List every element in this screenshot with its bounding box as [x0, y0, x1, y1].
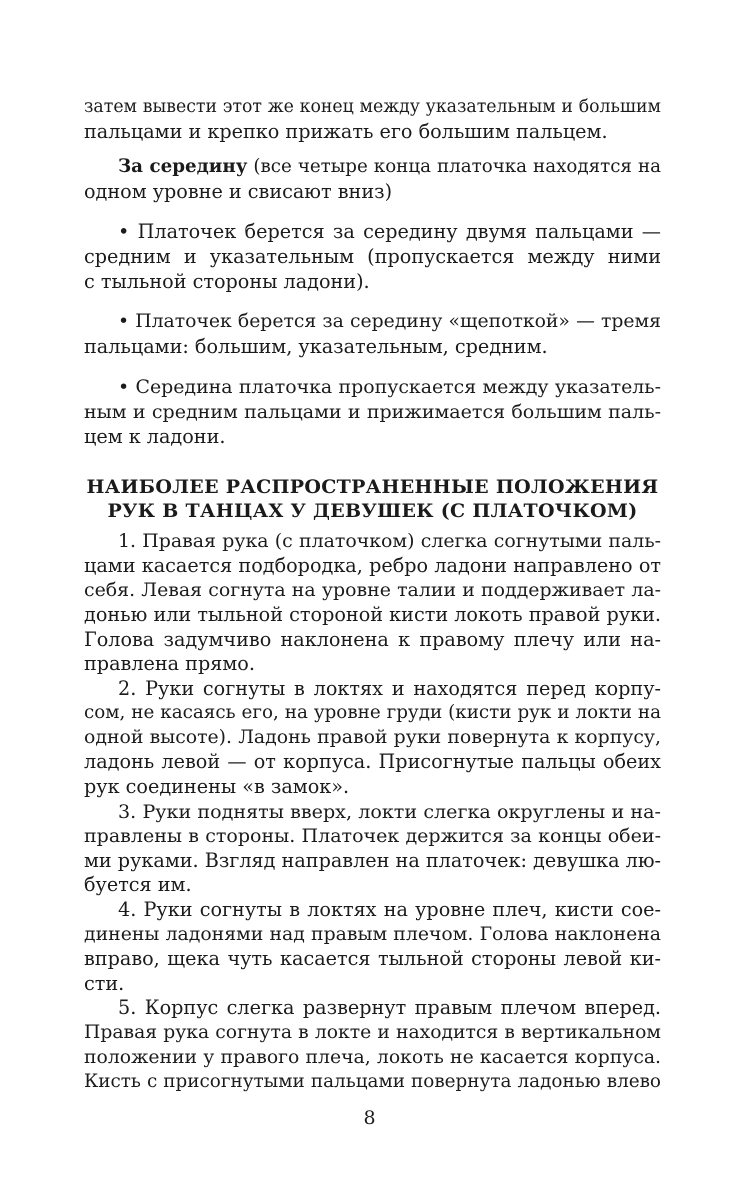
text-line: буется им.	[84, 873, 192, 897]
text-line: динены ладонями над правым плечом. Голова наклонена	[84, 923, 661, 945]
bullet-item	[84, 220, 661, 294]
text-line: Правая рука согнута в локте и находится в вертикальном	[84, 1022, 661, 1043]
text-line: пальцами и крепко прижать его большим пальцем.	[84, 119, 608, 143]
text-line: правлена прямо.	[84, 652, 255, 676]
text-line: сти.	[84, 971, 125, 995]
continued-paragraph	[84, 95, 661, 144]
text-line: Голова задумчиво наклонена к правому плечу или на-	[84, 627, 661, 651]
term-label: За середину	[118, 156, 248, 178]
term-description: (все четыре конца платочка находятся на	[247, 156, 661, 178]
text-line: 5. Корпус слегка развернут правым плечом вперед.	[118, 996, 661, 1020]
text-line: себя. Левая согнута на уровне талии и поддерживает ла-	[84, 579, 661, 602]
numbered-item	[84, 800, 661, 898]
bullet-item	[84, 310, 661, 359]
heading-line: НАИБОЛЕЕ РАСПРОСТРАНЕННЫЕ ПОЛОЖЕНИЯ	[86, 476, 659, 499]
text-line: • Середина платочка пропускается между указатель-	[118, 376, 661, 399]
heading-line: РУК В ТАНЦАХ У ДЕВУШЕК (С ПЛАТОЧКОМ)	[107, 500, 638, 523]
text-line	[84, 155, 661, 180]
text-line: пальцами: большим, указательным, средним.	[84, 334, 548, 358]
text-line: 3. Руки подняты вверх, локти слегка округлены и на-	[118, 799, 661, 823]
numbered-item	[84, 996, 661, 1094]
text-line: ным и средним пальцами и прижимается большим паль-	[84, 400, 661, 423]
text-line: цами касается подбородка, ребро ладони направлено от	[84, 553, 661, 577]
text-line: • Платочек берется за середину двумя пальцами —	[118, 220, 661, 244]
numbered-item	[84, 898, 661, 996]
text-line: 1. Правая рука (с платочком) слегка согнутыми паль-	[118, 530, 661, 553]
text-line: донью или тыльной стороной кисти локоть правой руки.	[84, 602, 661, 626]
text-line: ладонь левой — от корпуса. Присогнутые пальцы обеих	[84, 750, 661, 774]
text-line: затем вывести этот же конец между указательным и большим	[84, 97, 661, 117]
text-line: • Платочек берется за середину «щепоткой» — тремя	[118, 311, 661, 333]
text-line: правлены в стороны. Платочек держится за концы обеи-	[84, 825, 661, 848]
text-line: 4. Руки согнуты в локтях на уровне плеч, кисти сое-	[118, 898, 661, 922]
text-line: 2. Руки согнуты в локтях и находятся перед корпу-	[118, 676, 661, 700]
text-line: с тыльной стороны ладони).	[84, 269, 370, 293]
middle-grip-paragraph	[84, 155, 661, 204]
page-body	[84, 95, 661, 1095]
text-line: средним и указательным (пропускается между ними	[84, 244, 661, 268]
text-line: сом, не касаясь его, на уровне груди (кисти рук и локти на	[84, 702, 661, 724]
text-line: вправо, щека чуть касается тыльной стороны левой ки-	[84, 947, 661, 971]
text-line: Кисть с присогнутыми пальцами повернута ладонью влево	[84, 1071, 661, 1093]
numbered-item	[84, 529, 661, 677]
text-line: рук соединены «в замок».	[84, 775, 350, 799]
section-heading	[84, 475, 661, 523]
text-line: ми руками. Взгляд направлен на платочек: девушка лю-	[84, 848, 662, 872]
text-line: положении у правого плеча, локоть не касается корпуса.	[84, 1046, 661, 1068]
numbered-item	[84, 677, 661, 800]
text-line: цем к ладони.	[84, 424, 226, 448]
page-number: 8	[363, 1107, 376, 1129]
text-line: одном уровне и свисают вниз)	[84, 179, 393, 203]
text-line: одной высоте). Ладонь правой руки повернута к корпусу,	[84, 726, 661, 748]
bullet-item	[84, 375, 661, 449]
